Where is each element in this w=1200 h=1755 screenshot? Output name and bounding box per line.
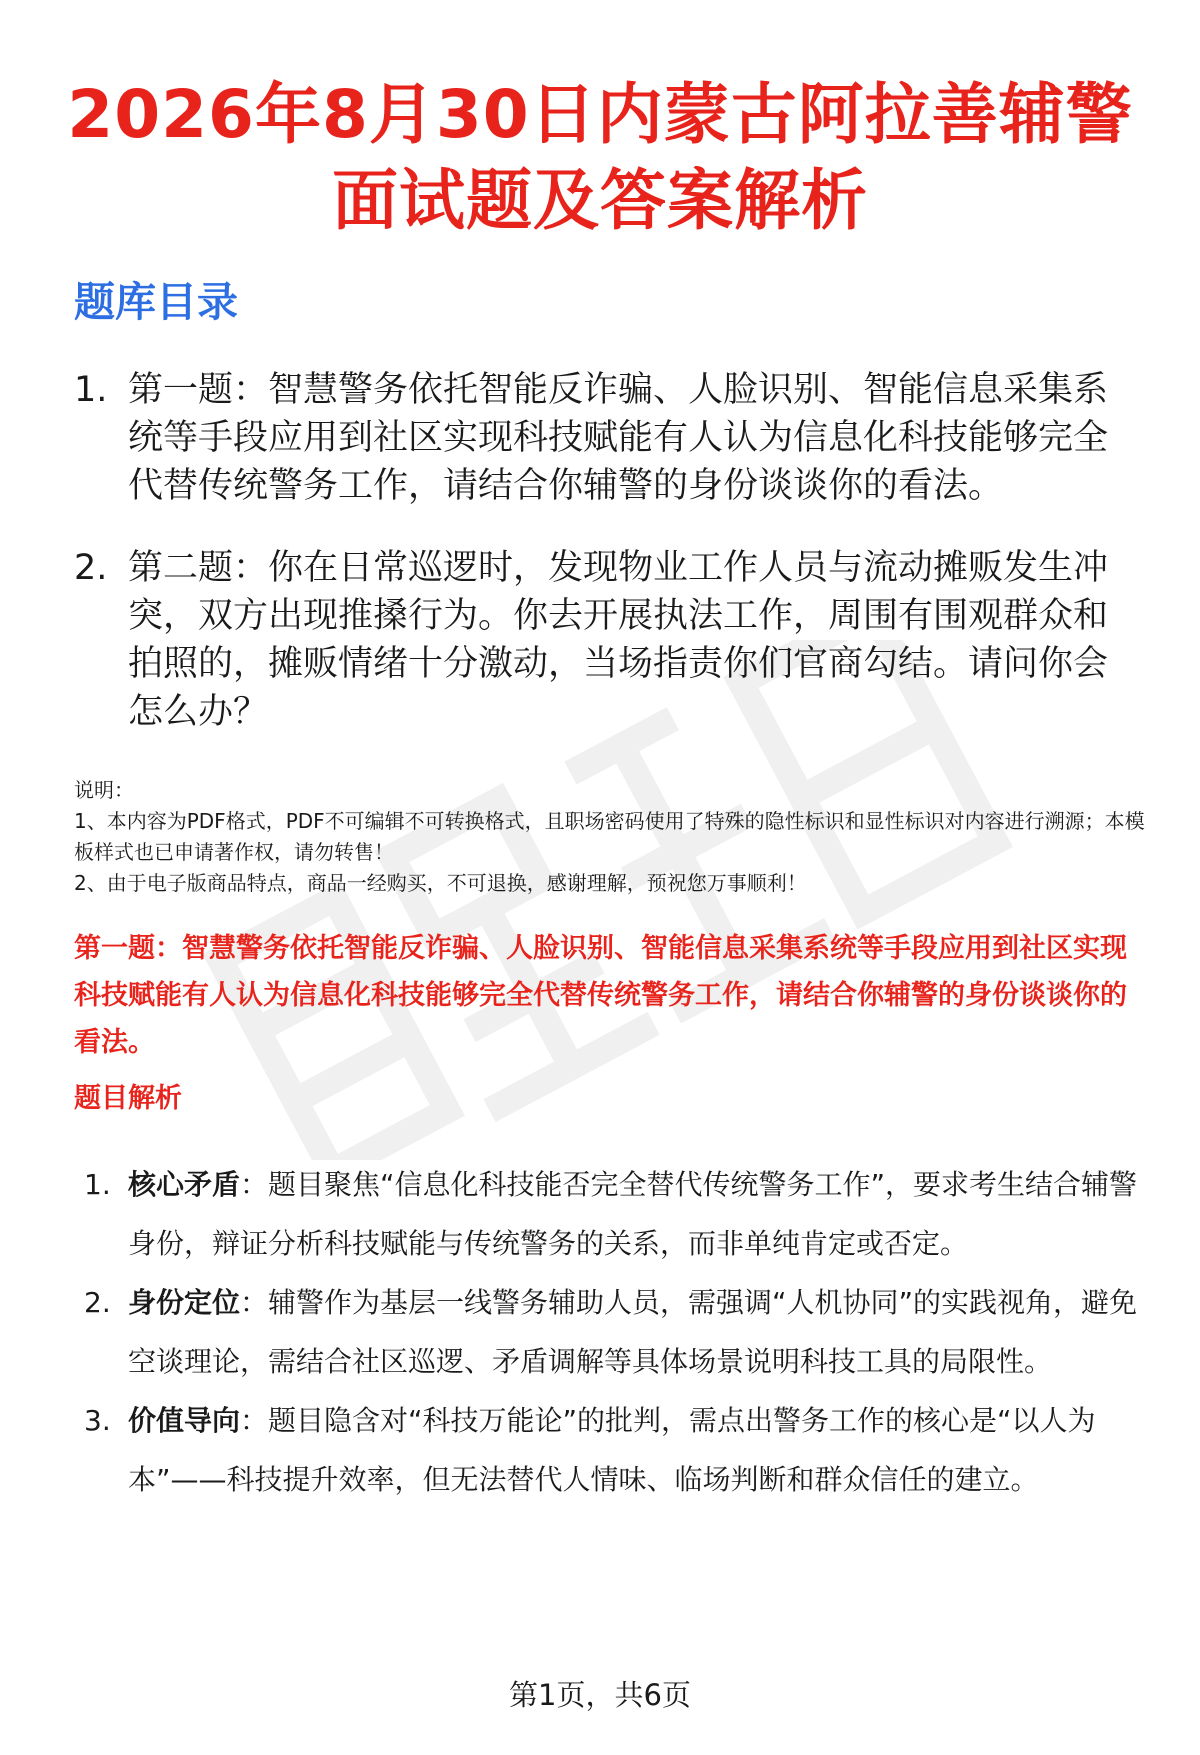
document-title-line1: 2026年8月30日内蒙古阿拉善辅警 (67, 76, 1133, 153)
document-title (60, 72, 1140, 244)
toc-heading: 题库目录 (74, 278, 238, 326)
analysis-item-body (128, 1273, 1144, 1391)
analysis-item-body (128, 1155, 1144, 1273)
analysis-item-term: 身份定位 (128, 1286, 241, 1319)
analysis-item-number: 1. (84, 1168, 111, 1201)
analysis-item-text: ：辅警作为基层一线警务辅助人员，需强调“人机协同”的实践视角，避免空谈理论，需结合社区巡逻、矛盾调解等具体场景说明科技工具的局限性。 (128, 1286, 1138, 1378)
analysis-item-term: 价值导向 (128, 1404, 241, 1437)
question-title: 第一题：智慧警务依托智能反诈骗、人脸识别、智能信息采集系统等手段应用到社区实现科技赋能有人认为信息化科技能够完全代替传统警务工作，请结合你辅警的身份谈谈你的看法。 (74, 933, 1127, 1058)
analysis-heading: 题目解析 (74, 1083, 182, 1114)
document-title-line2: 面试题及答案解析 (332, 162, 868, 239)
toc-item-text: 第二题：你在日常巡逻时，发现物业工作人员与流动摊贩发生冲突，双方出现推搡行为。你去开展执法工作，周围有围观群众和拍照的，摊贩情绪十分激动，当场指责你们官商勾结。请问你会怎么办？ (128, 548, 1109, 732)
notice-line: 2、由于电子版商品特点，商品一经购买，不可退换，感谢理解，预祝您万事顺利！ (74, 871, 807, 895)
toc-item (74, 544, 1134, 736)
toc-item-text: 第一题：智慧警务依托智能反诈骗、人脸识别、智能信息采集系统等手段应用到社区实现科技赋能有人认为信息化科技能够完全代替传统警务工作，请结合你辅警的身份谈谈你的看法。 (128, 370, 1109, 506)
analysis-list (84, 1155, 1144, 1509)
analysis-item-number: 3. (84, 1404, 111, 1437)
toc-item-number: 2. (74, 548, 108, 588)
notice-label: 说明： (74, 778, 134, 802)
toc-item (74, 366, 1134, 510)
notice-block (74, 775, 1154, 899)
analysis-item-text: ：题目隐含对“科技万能论”的批判，需点出警务工作的核心是“以人为本”——科技提升效率，但无法替代人情味、临场判断和群众信任的建立。 (128, 1404, 1096, 1496)
toc-list (74, 366, 1134, 770)
analysis-item (84, 1273, 1144, 1391)
analysis-item-number: 2. (84, 1286, 111, 1319)
notice-line: 1、本内容为PDF格式，PDF不可编辑不可转换格式，且职场密码使用了特殊的隐性标识和显性标识对内容进行溯源；本模板样式也已申请著作权，请勿转售！ (74, 809, 1145, 864)
toc-item-number: 1. (74, 370, 108, 410)
analysis-item (84, 1391, 1144, 1509)
analysis-item-term: 核心矛盾 (128, 1168, 241, 1201)
analysis-item-body (128, 1391, 1144, 1509)
analysis-item (84, 1155, 1144, 1273)
analysis-item-text: ：题目聚焦“信息化科技能否完全替代传统警务工作”，要求考生结合辅警身份，辩证分析科技赋能与传统警务的关系，而非单纯肯定或否定。 (128, 1168, 1138, 1260)
page-number: 第1页，共6页 (509, 1678, 691, 1712)
